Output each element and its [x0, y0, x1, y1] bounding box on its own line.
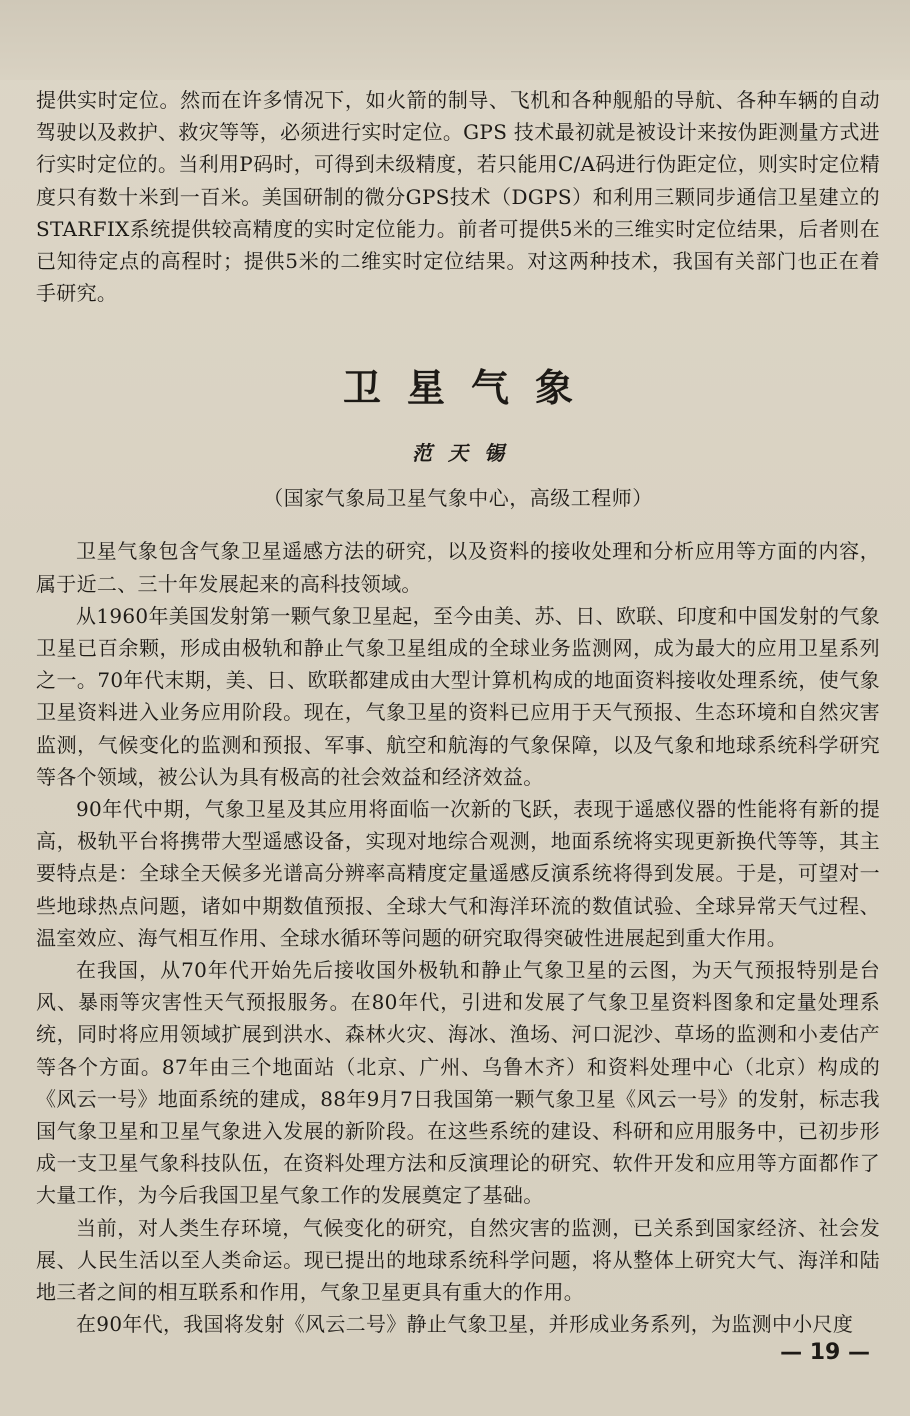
article-affiliation: （国家气象局卫星气象中心，高级工程师）: [263, 486, 653, 511]
article-author: 范天锡: [412, 441, 520, 466]
paragraph-6: 在90年代，我国将发射《风云二号》静止气象卫星，并形成业务系列，为监测中小尺度: [76, 1312, 854, 1337]
article-title: 卫星气象: [342, 366, 599, 411]
top-margin-shadow: [0, 0, 910, 80]
intro-paragraph: 提供实时定位。然而在许多情况下，如火箭的制导、飞机和各种舰船的导航、各种车辆的自动驾驶以及救护、救灾等等，必须进行实时定位。GPS 技术最初就是被设计来按伪距测量方式进行实时定位的。当利用P码时，可得到未级精度，若只能用C/A码进行伪距定位，则实时定位精度只有数十米到一百米。美国研制的微分GPS技术（DGPS）和利用三颗同步通信卫星建立的STARFIX系统提供较高精度的实时定位能力。前者可提供5米的三维实时定位结果，后者则在已知待定点的高程时；提供5米的二维实时定位结果。对这两种技术，我国有关部门也正在着手研究。: [36, 88, 880, 306]
paragraph-2: 从1960年美国发射第一颗气象卫星起，至今由美、苏、日、欧联、印度和中国发射的气象卫星已百余颗，形成由极轨和静止气象卫星组成的全球业务监测网，成为最大的应用卫星系列之一。70年代末期，美、日、欧联都建成由大型计算机构成的地面资料接收处理系统，使气象卫星资料进入业务应用阶段。现在，气象卫星的资料已应用于天气预报、生态环境和自然灾害监测，气候变化的监测和预报、军事、航空和航海的气象保障，以及气象和地球系统科学研究等各个领域，被公认为具有极高的社会效益和经济效益。: [36, 603, 880, 789]
paragraph-4: 在我国，从70年代开始先后接收国外极轨和静止气象卫星的云图，为天气预报特别是台风、暴雨等灾害性天气预报服务。在80年代，引进和发展了气象卫星资料图象和定量处理系统，同时将应用领域扩展到洪水、森林火灾、海冰、渔场、河口泥沙、草场的监测和小麦估产等各个方面。87年由三个地面站（北京、广州、乌鲁木齐）和资料处理中心（北京）构成的《风云一号》地面系统的建成，88年9月7日我国第一颗气象卫星《风云一号》的发射，标志我国气象卫星和卫星气象进入发展的新阶段。在这些系统的建设、科研和应用服务中，已初步形成一支卫星气象科技队伍，在资料处理方法和反演理论的研究、软件开发和应用等方面都作了大量工作，为今后我国卫星气象工作的发展奠定了基础。: [36, 958, 880, 1208]
page-number: — 19 —: [780, 1340, 870, 1365]
paragraph-1: 卫星气象包含气象卫星遥感方法的研究，以及资料的接收处理和分析应用等方面的内容，属于近二、三十年发展起来的高科技领域。: [36, 539, 880, 596]
text-column: [36, 84, 880, 1341]
paragraph-5: 当前，对人类生存环境，气候变化的研究，自然灾害的监测，已关系到国家经济、社会发展、人民生活以至人类命运。现已提出的地球系统科学问题，将从整体上研究大气、海洋和陆地三者之间的相互联系和作用，气象卫星更具有重大的作用。: [36, 1215, 880, 1305]
paragraph-3: 90年代中期，气象卫星及其应用将面临一次新的飞跃，表现于遥感仪器的性能将有新的提高，极轨平台将携带大型遥感设备，实现对地综合观测，地面系统将实现更新换代等等，其主要特点是：全球全天候多光谱高分辨率高精度定量遥感反演系统将得到发展。于是，可望对一些地球热点问题，诸如中期数值预报、全球大气和海洋环流的数值试验、全球异常天气过程、温室效应、海气相互作用、全球水循环等问题的研究取得突破性进展起到重大作用。: [36, 797, 880, 950]
